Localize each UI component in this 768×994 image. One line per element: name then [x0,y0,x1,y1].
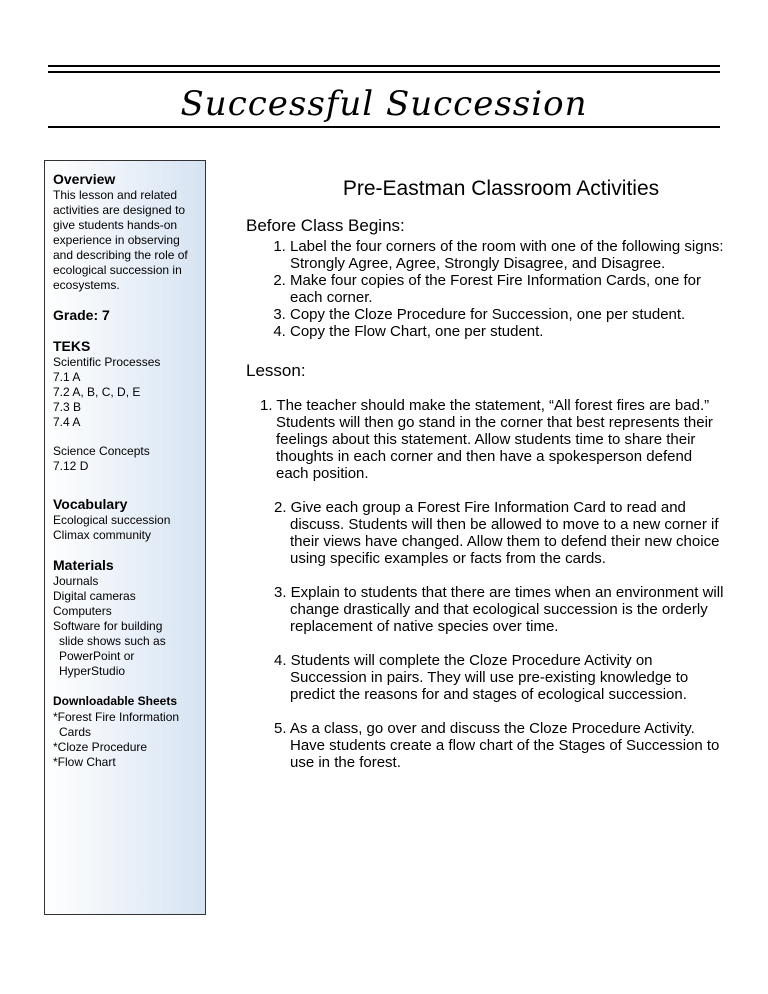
lesson-item: 3. Explain to students that there are times when an environment will change drastically and that ecological succession is the orderly replacement of native species over time. [274,584,724,635]
materials-sub-item: slide shows such as [59,634,166,648]
materials-sub-item: PowerPoint or [59,649,135,663]
main-heading: Pre-Eastman Classroom Activities [342,177,660,200]
lesson-item: 1. The teacher should make the statement, “All forest fires are bad.” Students will then go stand in the corner that best represents their feelings about this statement. Allow students time to share their thoughts in each corner and then have a spokesperson defend each position. [260,397,713,482]
materials-item: Software for building [53,619,163,633]
teks-item: Scientific Processes [53,355,161,369]
materials-sub-item: HyperStudio [59,664,126,678]
materials-item: Journals [53,574,99,588]
before-class-heading: Before Class Begins: [246,216,405,235]
title-rule [48,126,720,128]
before-class-list [246,238,726,340]
materials-item: Digital cameras [53,589,136,603]
lesson-heading: Lesson: [246,361,306,380]
teks-item: 7.3 B [53,400,82,414]
page-title: Successful Succession [180,84,588,124]
top-rule-1 [48,65,720,67]
teks-item: 7.4 A [53,415,81,429]
vocab-item: Climax community [53,528,152,542]
lesson-item: 2. Give each group a Forest Fire Information Card to read and discuss. Students will then be allowed to move to a new corner if their views have changed. Allow them to defend their new choice using specific examples or facts from the cards. [274,499,720,567]
download-item: Cards [59,725,92,739]
teks-item: 7.1 A [53,370,81,384]
sidebar [44,160,206,915]
materials-heading: Materials [53,557,114,573]
top-rule-2 [48,71,720,73]
lesson-item: 4. Students will complete the Cloze Procedure Activity on Succession in pairs. They will use pre-existing knowledge to predict the reasons for and stages of ecological succession. [274,652,689,703]
vocabulary-heading: Vocabulary [53,496,128,512]
materials-item: Computers [53,604,112,618]
concepts-heading: Science Concepts [53,444,150,458]
before-item: 1. Label the four corners of the room with one of the following signs: Strongly Agree, Agree, Strongly Disagree, and Disagree. [290,238,726,272]
download-item: *Flow Chart [53,755,116,769]
teks-item: 7.2 A, B, C, D, E [53,385,141,399]
lesson-list [246,397,726,771]
vocab-item: Ecological succession [53,513,171,527]
before-item: 4. Copy the Flow Chart, one per student. [290,323,726,340]
overview-heading: Overview [53,171,116,187]
concepts-item: 7.12 D [53,459,89,473]
downloads-heading: Downloadable Sheets [53,694,178,708]
grade-label: Grade: 7 [53,307,110,323]
download-item: *Forest Fire Information [53,710,180,724]
before-item: 3. Copy the Cloze Procedure for Succession, one per student. [290,306,726,323]
lesson-item: 5. As a class, go over and discuss the Cloze Procedure Activity. Have students create a flow chart of the Stages of Succession to use in the forest. [274,720,720,771]
main-content [246,177,726,788]
before-item: 2. Make four copies of the Forest Fire Information Cards, one for each corner. [290,272,726,306]
overview-text: This lesson and related activities are designed to give students hands-on experience in observing and describing the role of ecological succession in ecosystems. [53,188,188,292]
download-item: *Cloze Procedure [53,740,148,754]
teks-heading: TEKS [53,338,91,354]
